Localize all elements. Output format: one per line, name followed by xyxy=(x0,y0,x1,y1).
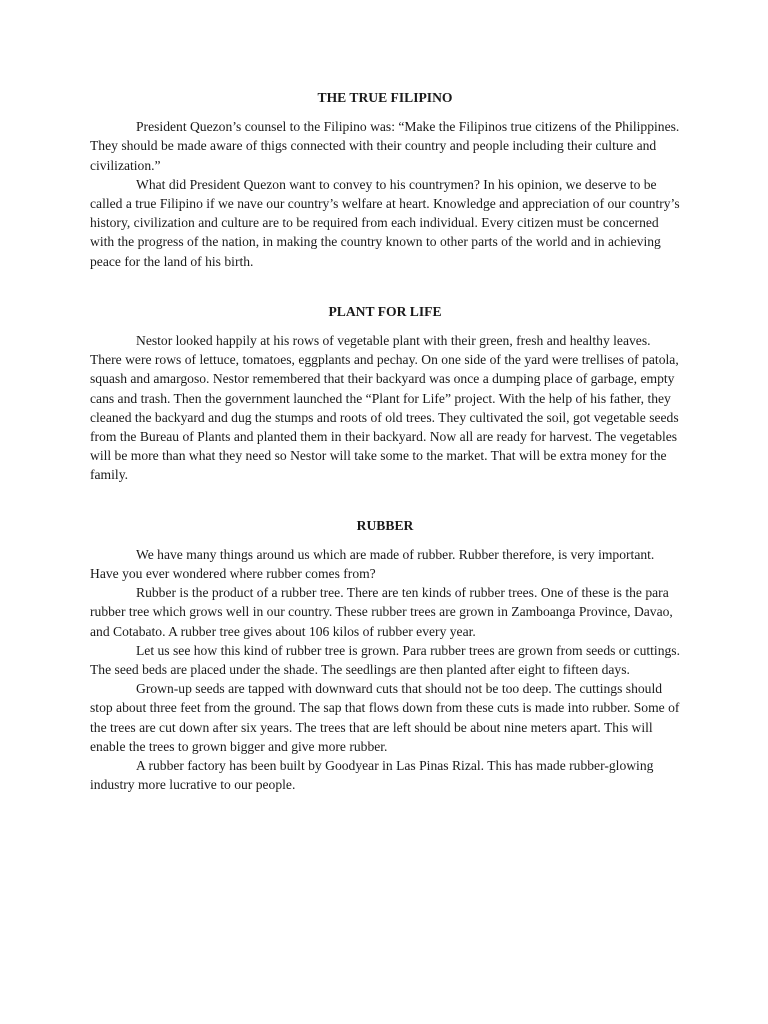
paragraph: President Quezon’s counsel to the Filipino was: “Make the Filipinos true citizens of the Philippines. They should be made aware of thigs connected with their country and people including their culture and civilization.” xyxy=(90,119,680,173)
section-rubber xyxy=(90,516,680,795)
section-title: RUBBER xyxy=(356,517,414,533)
document-body xyxy=(90,88,680,795)
paragraph: We have many things around us which are made of rubber. Rubber therefore, is very important. Have you ever wondered where rubber comes from? xyxy=(90,546,655,582)
paragraph: A rubber factory has been built by Goodyear in Las Pinas Rizal. This has made rubber-glowing industry more lucrative to our people. xyxy=(90,758,654,793)
paragraph: Rubber is the product of a rubber tree. There are ten kinds of rubber trees. One of these is the para rubber tree which grows well in our country. These rubber trees are grown in Zamboanga Province, Davao, and Cotabato. A rubber tree gives about 106 kilos of rubber every year. xyxy=(90,585,673,639)
paragraph: Grown-up seeds are tapped with downward cuts that should not be too deep. The cuttings should stop about three feet from the ground. The sap that flows down from these cuts is made into rubber. Some of the trees are cut down after six years. The trees that are left should be about nine meters apart. This will enable the trees to grown bigger and give more rubber. xyxy=(90,681,680,754)
section-plant-for-life xyxy=(90,302,680,485)
paragraph: Let us see how this kind of rubber tree is grown. Para rubber trees are grown from seeds or cuttings. The seed beds are placed under the shade. The seedlings are then planted after eight to fifteen days. xyxy=(90,642,680,678)
section-title: THE TRUE FILIPINO xyxy=(317,90,453,105)
paragraph: What did President Quezon want to convey to his countrymen? In his opinion, we deserve to be called a true Filipino if we nave our country’s welfare at heart. Knowledge and appreciation of our country’s history, civilization and culture are to be required from each individual. Every citizen must be concerned with the progress of the nation, in making the country known to other parts of the world and in achieving peace for the land of his birth. xyxy=(90,176,680,269)
section-the-true-filipino xyxy=(90,88,680,271)
section-title: PLANT FOR LIFE xyxy=(328,303,442,319)
paragraph: Nestor looked happily at his rows of vegetable plant with their green, fresh and healthy leaves. There were rows of lettuce, tomatoes, eggplants and pechay. On one side of the yard were trellises of patola, squash and amargoso. Nestor remembered that their backyard was once a dumping place of garbage, empty cans and trash. Then the government launched the “Plant for Life” project. With the help of his father, they cleaned the backyard and dug the stumps and roots of old trees. They cultivated the soil, got vegetable seeds from the Bureau of Plants and planted them in their backyard. Now all are ready for harvest. The vegetables will be more than what they need so Nestor will take some to the market. That will be extra money for the family. xyxy=(90,333,679,483)
